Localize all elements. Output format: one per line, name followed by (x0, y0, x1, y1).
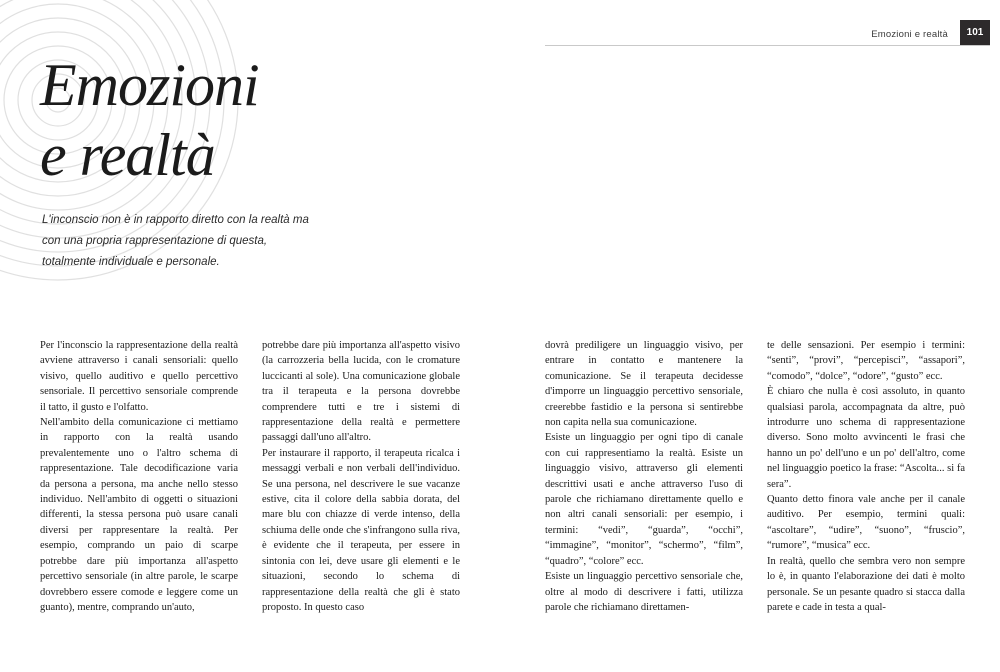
page-title-line-2: e realtà (40, 122, 215, 188)
running-header-title: Emozioni e realtà (871, 29, 948, 40)
body-columns (40, 338, 965, 615)
text-column-3 (545, 338, 743, 615)
paragraph: In realtà, quello che sembra vero non sempre lo è, in quanto l'elaborazione dei dati è molto personale. Se un pesante quadro si stacca dalla parete e cade in testa a qual- (767, 555, 965, 613)
paragraph: Nell'ambito della comunicazione ci mettiamo in rapporto con la realtà usando prevalentemente uno o l'altro schema di rappresentazione. Tale decodificazione varia da persona a persona, ma anche nello stesso individuo. Nell'ambito di oggetti o situazioni differenti, la stessa persona può usare canali diversi per rappresentare la realtà. Per esempio, comprando un paio di scarpe potrebbe dare più importanza all'aspetto percettivo sensoriale (in altre parole, le scarpe dovrebbero essere comode e leggere come un guanto), mentre, comprando un'auto, (40, 417, 238, 613)
paragraph: Per instaurare il rapporto, il terapeuta ricalca i messaggi verbali e non verbali dell'individuo. Se una persona, nel descrivere le sue vacanze estive, cita il colore della sabbia dorata, del mare blu con chiazze di verde intenso, della schiuma delle onde che s'infrangono sulla riva, è evidente che il terapeuta, per essere in sintonia con lei, deve usare gli elementi e le situazioni, secondo lo schema di rappresentazione della realtà che gli è stato proposto. In questo caso (262, 447, 460, 613)
page-title (40, 50, 259, 190)
paragraph: Esiste un linguaggio percettivo sensoriale che, oltre al modo di descrivere i fatti, utilizza parole che richiamano direttamen- (545, 571, 743, 613)
text-column-4 (767, 338, 965, 615)
paragraph: potrebbe dare più importanza all'aspetto visivo (la carrozzeria bella lucida, con le cromature luccicanti al sole). Una comunicazione globale tra il terapeuta e la persona dovrebbe comprendere tutti e tre i sistemi di rappresentazione della realtà e permettere passaggi dall'uno all'altro. (262, 340, 460, 444)
running-header (545, 20, 990, 46)
paragraph: Per l'inconscio la rappresentazione della realtà avviene attraverso i canali sensoriali: quello visivo, quello auditivo e quello percettivo sensoriale. Il percettivo sensoriale comprende il tatto, il gusto e l'olfatto. (40, 340, 238, 413)
page-title-line-1: Emozioni (40, 52, 259, 118)
text-column-2 (262, 338, 460, 615)
page-number-badge: 101 (960, 20, 990, 45)
paragraph: Quanto detto finora vale anche per il canale auditivo. Per esempio, termini quali: “ascoltare”, “udire”, “suono”, “fruscio”, “rumore”, “musica” ecc. (767, 494, 965, 552)
lede-paragraph: L'inconscio non è in rapporto diretto con la realtà ma con una propria rappresentazione di questa, totalmente individuale e personale. (42, 214, 309, 268)
paragraph: dovrà prediligere un linguaggio visivo, per entrare in contatto e mantenere la comunicazione. Se il terapeuta decidesse d'imporre un linguaggio percettivo sensoriale, creerebbe fastidio e la persona si sentirebbe non capita nella sua comunicazione. (545, 340, 743, 429)
paragraph: È chiaro che nulla è così assoluto, in quanto qualsiasi parola, accompagnata da altre, può introdurre uno schema di rappresentazione diverso. Sono molto avvincenti le frasi che hanno un po' dell'uno e un po' dell'altro, come nel linguaggio poetico la frase: “Ascolta... si fa sera”. (767, 386, 965, 490)
paragraph: te delle sensazioni. Per esempio i termini: “senti”, “provi”, “percepisci”, “assapori”, “comodo”, “dolce”, “odore”, “gusto” ecc. (767, 340, 965, 382)
text-column-1 (40, 338, 238, 615)
paragraph: Esiste un linguaggio per ogni tipo di canale con cui rappresentiamo la realtà. Esiste un linguaggio visivo, attraverso gli elementi descrittivi usati e anche attraverso l'uso di parole che richiamano direttamente quello e non altri canali sensoriali: per esempio, i termini: “vedi”, “guarda”, “occhi”, “immagine”, “monitor”, “schermo”, “film”, “quadro”, “colore” ecc. (545, 432, 743, 567)
